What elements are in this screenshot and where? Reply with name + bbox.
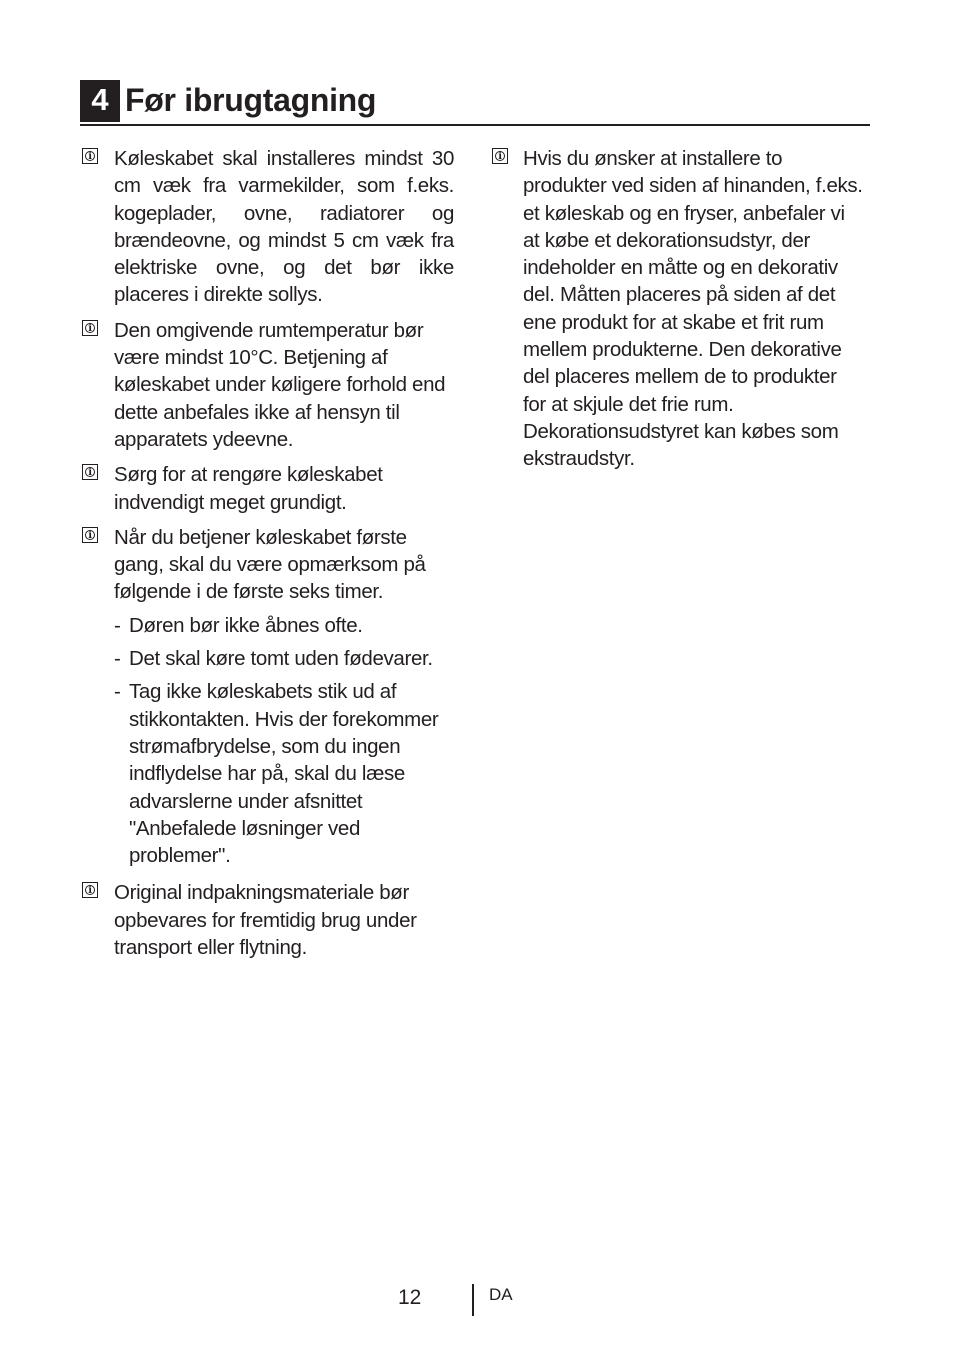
list-item	[114, 678, 454, 869]
info-icon: i	[82, 882, 98, 898]
note-first-use	[82, 524, 454, 870]
bullet-text: Døren bør ikke åbnes ofte.	[129, 613, 363, 637]
note-text: Den omgivende rumtemperatur bør være mindst 10°C. Betjening af køleskabet under køligere forhold end dette anbefales ikke af hensyn til apparatets ydeevne.	[114, 318, 446, 451]
list-item	[114, 612, 454, 639]
bullet-dash: -	[114, 680, 121, 704]
left-column	[82, 145, 454, 971]
section-number: 4	[80, 80, 120, 122]
info-icon: i	[82, 527, 98, 543]
info-icon: i	[82, 464, 98, 480]
note-cleaning	[82, 461, 454, 516]
bullet-dash: -	[114, 647, 121, 671]
info-icon: i	[492, 148, 508, 164]
page-number: 12	[398, 1286, 422, 1309]
bullet-text: Tag ikke køleskabets stik ud af stikkontakten. Hvis der forekommer strømafbrydelse, som du ingen indflydelse har på, skal du læse advarslerne under afsnittet "Anbefalede løsninger ved problemer".	[129, 680, 439, 868]
note-text: Sørg for at rengøre køleskabet indvendigt meget grundigt.	[114, 463, 383, 514]
note-room-temperature	[82, 317, 454, 453]
note-installation-distance	[82, 145, 454, 309]
note-text: Original indpakningsmateriale bør opbevares for fremtidig brug under transport eller flytning.	[114, 881, 417, 960]
footer-divider	[472, 1284, 474, 1316]
info-icon: i	[82, 148, 98, 164]
right-column	[492, 145, 864, 483]
section-header	[80, 80, 870, 126]
language-code: DA	[489, 1285, 513, 1304]
list-item	[114, 645, 454, 672]
note-decoration-kit	[492, 145, 864, 473]
bullet-text: Det skal køre tomt uden fødevarer.	[129, 647, 433, 671]
note-packaging	[82, 879, 454, 961]
note-text: Når du betjener køleskabet første gang, skal du være opmærksom på følgende i de første seks timer.	[114, 525, 426, 604]
info-icon: i	[82, 320, 98, 336]
note-text: Hvis du ønsker at installere to produkter ved siden af hinanden, f.eks. et køleskab og en fryser, anbefaler vi at købe et dekorationsudstyr, der indeholder en måtte og en dekorativ del. Måtten placeres på siden af det ene produkt for at skabe et frit rum mellem produkterne. Den dekorative del placeres mellem de to produkter for at skjule det frie rum. Dekorationsudstyret kan købes som ekstraudstyr.	[523, 147, 863, 471]
page-footer	[0, 1282, 954, 1322]
note-text: Køleskabet skal installeres mindst 30 cm væk fra varmekilder, som f.eks. kogeplader, ovne, radiatorer og brændeovne, og mindst 5 cm væk fra elektriske ovne, og det bør ikke placeres i direkte sollys.	[114, 147, 454, 307]
bullet-list	[114, 612, 454, 870]
page-title: Før ibrugtagning	[125, 82, 377, 118]
bullet-dash: -	[114, 613, 121, 637]
